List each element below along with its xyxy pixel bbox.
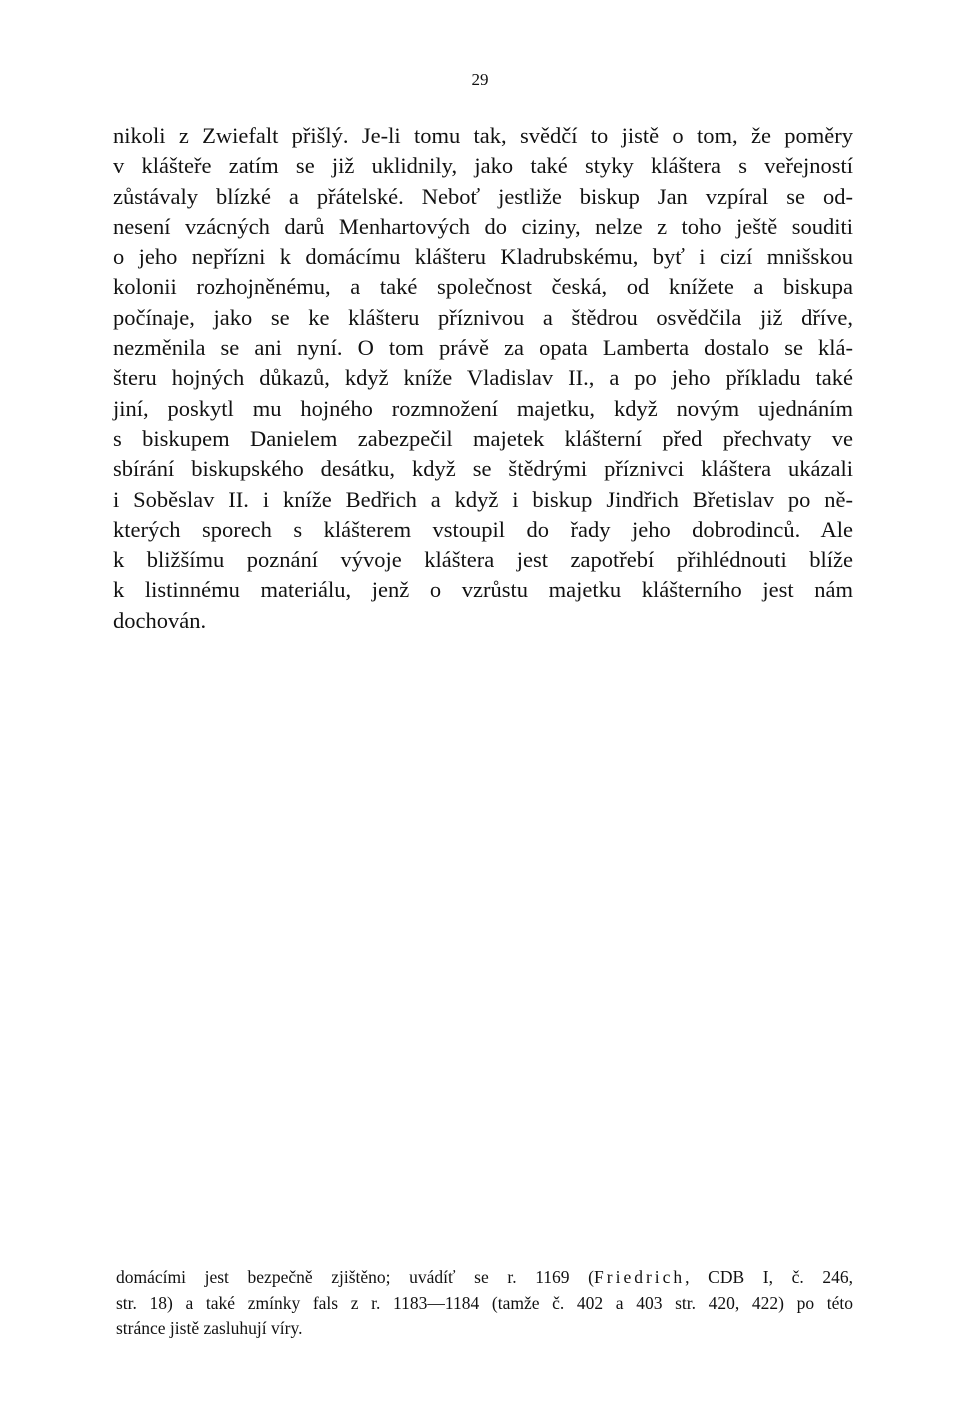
- text-line: jiní, poskytl mu hojného rozmnožení majetku, když novým ujednáním: [113, 395, 853, 421]
- footnote-text: , CDB I, č. 246,: [685, 1267, 853, 1287]
- text-line: nezměnila se ani nyní. O tom právě za opata Lamberta dostalo se klá-: [113, 335, 853, 361]
- text-line: s biskupem Danielem zabezpečil majetek klášterní před přechvaty ve: [113, 425, 853, 451]
- text-line: nikoli z Zwiefalt přišlý. Je-li tomu tak, svědčí to jistě o tom, že poměry: [113, 123, 853, 148]
- text-line: v klášteře zatím se již uklidnily, jako také styky kláštera s veřejností: [113, 153, 853, 179]
- text-line: sbírání biskupského desátku, když se štědrými příznivci kláštera ukázali: [113, 456, 853, 482]
- page-number: 29: [471, 70, 489, 89]
- text-line: nesení vzácných darů Menhartových do ciziny, nelze z toho ještě souditi: [113, 213, 853, 239]
- text-line: zůstávaly blízké a přátelské. Neboť jestliže biskup Jan vzpíral se od-: [113, 183, 853, 209]
- text-line: počínaje, jako se ke klášteru příznivou a štědrou osvědčila již dříve,: [113, 304, 853, 330]
- text-line: dochován.: [113, 607, 207, 633]
- text-line: kolonii rozhojněnému, a také společnost česká, od knížete a biskupa: [113, 274, 853, 300]
- text-line: i Soběslav II. i kníže Bedřich a když i biskup Jindřich Břetislav po ně-: [113, 486, 853, 512]
- footnote-line: [116, 1265, 853, 1291]
- footnote: [116, 1265, 853, 1342]
- footnote-line: str. 18) a také zmínky fals z r. 1183—1184 (tamže č. 402 a 403 str. 420, 422) po této: [116, 1292, 853, 1313]
- text-line: kterých sporech s klášterem vstoupil do řady jeho dobrodinců. Ale: [113, 516, 853, 542]
- footnote-author: Friedrich: [594, 1267, 686, 1287]
- text-line: k bližšímu poznání vývoje kláštera jest zapotřebí přihlédnouti blíže: [113, 547, 853, 573]
- text-line: o jeho nepřízni k domácímu klášteru Kladrubskému, byť i cizí mnišskou: [113, 244, 853, 270]
- footnote-text: domácími jest bezpečně zjištěno; uvádíť se r. 1169 (: [116, 1267, 595, 1287]
- text-line: k listinnému materiálu, jenž o vzrůstu majetku klášterního jest nám: [113, 577, 853, 603]
- text-line: šteru hojných důkazů, když kníže Vladislav II., a po jeho příkladu také: [113, 365, 853, 391]
- footnote-line: stránce jistě zasluhují víry.: [116, 1318, 303, 1338]
- body-paragraph: [113, 121, 853, 636]
